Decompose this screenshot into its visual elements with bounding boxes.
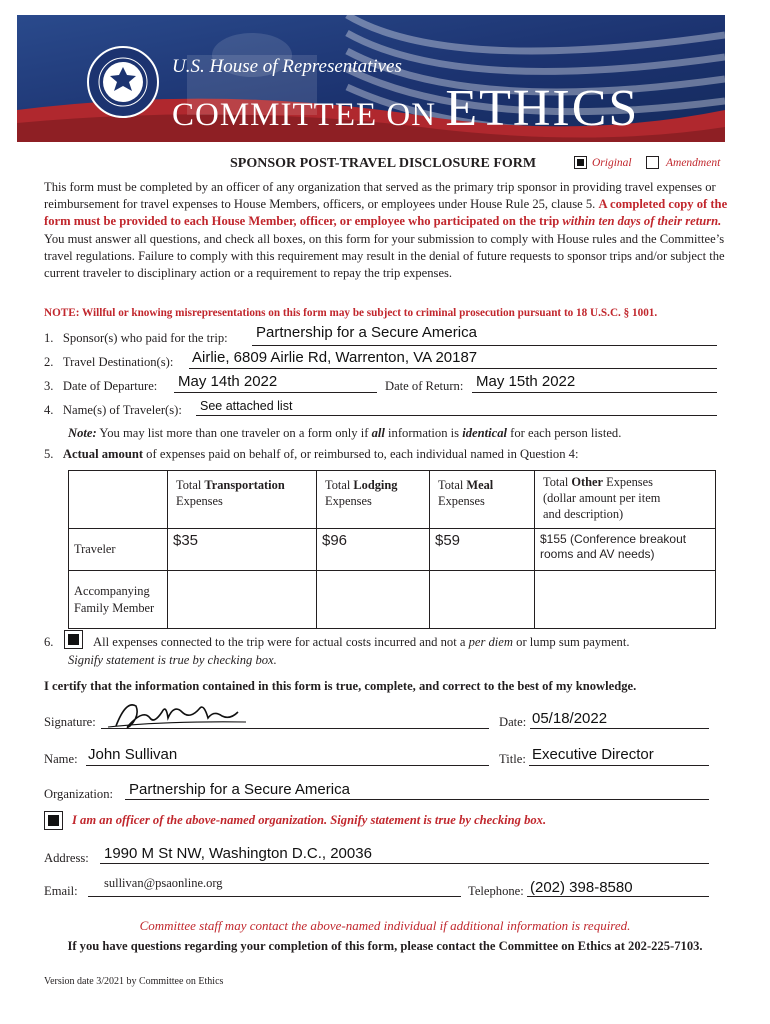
- q6-statement: [93, 635, 629, 650]
- signature-label: Signature:: [44, 715, 96, 729]
- note-identical: identical: [462, 426, 507, 440]
- family-meal-cell[interactable]: [430, 571, 535, 629]
- q4: [44, 403, 182, 418]
- q6-checkbox-mark: [68, 634, 79, 645]
- organization-line: [125, 799, 709, 800]
- q3-departure-line: [174, 392, 377, 393]
- certify-statement: I certify that the information contained in this form is true, complete, and correct to the best of my knowledge.: [44, 679, 637, 693]
- empty-header-cell: [69, 471, 168, 529]
- q1-number: 1.: [44, 331, 54, 345]
- q1-label: Sponsor(s) who paid for the trip:: [62, 331, 228, 345]
- note-text-c: for each person listed.: [507, 426, 622, 440]
- name-field[interactable]: John Sullivan: [88, 746, 178, 763]
- original-checkbox-box[interactable]: [574, 156, 587, 169]
- lodging-value[interactable]: $96: [322, 532, 348, 549]
- family-label-b: Family Member: [74, 600, 155, 615]
- col2-b: Lodging: [353, 478, 398, 492]
- col3-c: Expenses: [438, 494, 485, 508]
- telephone-line: [527, 896, 709, 897]
- family-transport-cell[interactable]: [168, 571, 317, 629]
- identical-note: [68, 426, 621, 441]
- col4-d: (dollar amount per item: [543, 491, 661, 505]
- note-prefix: Note:: [68, 426, 97, 440]
- note-all: all: [371, 426, 385, 440]
- q2-label: Travel Destination(s):: [62, 355, 174, 369]
- email-field[interactable]: sullivan@psaonline.org: [104, 876, 223, 890]
- q5-bold: Actual amount: [62, 447, 144, 461]
- col1-b: Transportation: [204, 478, 285, 492]
- transport-value[interactable]: $35: [173, 532, 199, 549]
- q4-number: 4.: [44, 403, 54, 417]
- telephone-field[interactable]: (202) 398-8580: [530, 879, 633, 896]
- meal-cell[interactable]: [430, 529, 535, 571]
- amendment-checkbox-box[interactable]: [646, 156, 659, 169]
- telephone-label: Telephone:: [468, 884, 524, 898]
- q6-text-b: or lump sum payment.: [513, 635, 630, 649]
- family-other-cell[interactable]: [535, 571, 716, 629]
- return-label: Date of Return:: [385, 379, 464, 393]
- table-row: [69, 571, 716, 629]
- banner-title-big: ETHICS: [445, 80, 640, 137]
- note-text-a: You may list more than one traveler on a form only if: [96, 426, 372, 440]
- q2-number: 2.: [44, 355, 54, 369]
- q6-per-diem: per diem: [468, 635, 513, 649]
- handwritten-signature[interactable]: [104, 696, 254, 732]
- intro-text: This form must be completed by an officer of any organization that served as the primary trip sponsor in providing travel expenses or reimbursement for travel expenses to House Members, officers, or employees under House Rule 25, clause 5.: [44, 180, 716, 212]
- note-text-b: information is: [384, 426, 463, 440]
- original-checkbox[interactable]: [574, 156, 587, 174]
- name-label: Name:: [44, 752, 78, 766]
- q5-number: 5.: [44, 447, 54, 461]
- q4-line: [196, 415, 717, 416]
- address-line: [100, 863, 709, 864]
- title-label: Title:: [499, 752, 526, 766]
- q2: [44, 355, 173, 370]
- q4-label: Name(s) of Traveler(s):: [62, 403, 182, 417]
- officer-checkbox[interactable]: [44, 811, 63, 830]
- col1-a: Total: [176, 478, 205, 492]
- date-line: [530, 728, 709, 729]
- q1: [44, 331, 228, 346]
- q3: [44, 379, 157, 394]
- col4-c: Expenses: [603, 475, 653, 489]
- q6-text-a: All expenses connected to the trip were for actual costs incurred and not a: [93, 635, 469, 649]
- family-lodging-cell[interactable]: [317, 571, 430, 629]
- other-value[interactable]: $155 (Conference breakout rooms and AV needs): [540, 532, 687, 561]
- q1-sponsor-field[interactable]: Partnership for a Secure America: [256, 324, 477, 341]
- col3-a: Total: [438, 478, 467, 492]
- intro-red-italic: within ten days of their return.: [562, 214, 722, 229]
- staff-contact-note: Committee staff may contact the above-named individual if additional information is required.: [139, 918, 631, 933]
- criminal-note: NOTE: Willful or knowing misrepresentations on this form may be subject to criminal prosecution pursuant to 18 U.S.C. § 1001.: [44, 307, 658, 319]
- col2-a: Total: [325, 478, 354, 492]
- email-label: Email:: [44, 884, 78, 898]
- q5: [44, 447, 578, 462]
- traveler-label: Traveler: [74, 542, 116, 556]
- version-date: Version date 3/2021 by Committee on Ethics: [44, 976, 224, 987]
- q6-signify: Signify statement is true by checking box.: [68, 653, 277, 667]
- amendment-checkbox[interactable]: [646, 156, 659, 174]
- q2-destination-field[interactable]: Airlie, 6809 Airlie Rd, Warrenton, VA 20187: [192, 349, 478, 366]
- q5-rest: of expenses paid on behalf of, or reimbursed to, each individual named in Question 4:: [143, 447, 579, 461]
- house-seal: [86, 45, 160, 119]
- officer-checkbox-mark: [48, 815, 59, 826]
- col2-c: Expenses: [325, 494, 372, 508]
- organization-field[interactable]: Partnership for a Secure America: [129, 781, 350, 798]
- col3-b: Meal: [466, 478, 494, 492]
- questions-contact: If you have questions regarding your completion of this form, please contact the Committee on Ethics at 202-225-7103.: [67, 939, 703, 953]
- q3-number: 3.: [44, 379, 54, 393]
- col4-b: Other: [571, 475, 604, 489]
- name-line: [86, 765, 489, 766]
- q6-checkbox[interactable]: [64, 630, 83, 649]
- col4-e: and description): [543, 507, 624, 521]
- traveler-row-label: [69, 529, 168, 571]
- address-field[interactable]: 1990 M St NW, Washington D.C., 20036: [104, 845, 372, 862]
- lodging-header: [317, 471, 430, 529]
- transport-header: [168, 471, 317, 529]
- organization-label: Organization:: [44, 787, 114, 801]
- email-line: [88, 896, 461, 897]
- col4-a: Total: [543, 475, 572, 489]
- amendment-label: Amendment: [666, 157, 721, 169]
- q3-label: Date of Departure:: [62, 379, 158, 393]
- officer-statement: I am an officer of the above-named organization. Signify statement is true by checking box.: [72, 813, 547, 827]
- intro-red-text: A completed copy of the form must be provided to each House Member, officer, or employee who participated on the trip: [44, 197, 728, 229]
- col1-c: Expenses: [176, 494, 223, 508]
- family-label-a: Accompanying: [74, 583, 150, 598]
- departure-date-field[interactable]: May 14th 2022: [178, 373, 278, 390]
- table-row: [69, 529, 716, 571]
- q1-line: [252, 345, 717, 346]
- title-field[interactable]: Executive Director: [532, 746, 654, 763]
- q3-return-line: [472, 392, 717, 393]
- original-label: Original: [592, 157, 632, 169]
- q6-number: 6.: [44, 635, 54, 649]
- signature-date-field[interactable]: 05/18/2022: [532, 710, 608, 727]
- other-cell[interactable]: [535, 529, 716, 571]
- form-title: SPONSOR POST-TRAVEL DISCLOSURE FORM: [230, 156, 537, 171]
- transport-cell[interactable]: [168, 529, 317, 571]
- table-header-row: [69, 471, 716, 529]
- lodging-cell[interactable]: [317, 529, 430, 571]
- title-line: [529, 765, 709, 766]
- return-date-field[interactable]: May 15th 2022: [476, 373, 576, 390]
- meal-value[interactable]: $59: [435, 532, 461, 549]
- expenses-table: [68, 470, 716, 629]
- intro-rest-text: You must answer all questions, and check all boxes, on this form for your submission to comply with House rules and the Committee’s travel regulations. Failure to comply with this requirement may result in the denial of future requests to sponsor trips and/or subject the current traveler to disciplinary action or a requirement to repay the trip expenses.: [44, 231, 725, 281]
- banner-subtitle: U.S. House of Representatives: [172, 56, 402, 77]
- travelers-field[interactable]: See attached list: [200, 399, 293, 413]
- date-label: Date:: [499, 715, 527, 729]
- family-row-label: [69, 571, 168, 629]
- other-header: [535, 471, 716, 529]
- q2-line: [189, 368, 717, 369]
- banner-title-main: COMMITTEE ON: [172, 97, 437, 133]
- banner-title: [172, 79, 639, 138]
- meal-header: [430, 471, 535, 529]
- address-label: Address:: [44, 851, 89, 865]
- house-seal-icon: [86, 45, 160, 119]
- intro-paragraph: [44, 179, 728, 282]
